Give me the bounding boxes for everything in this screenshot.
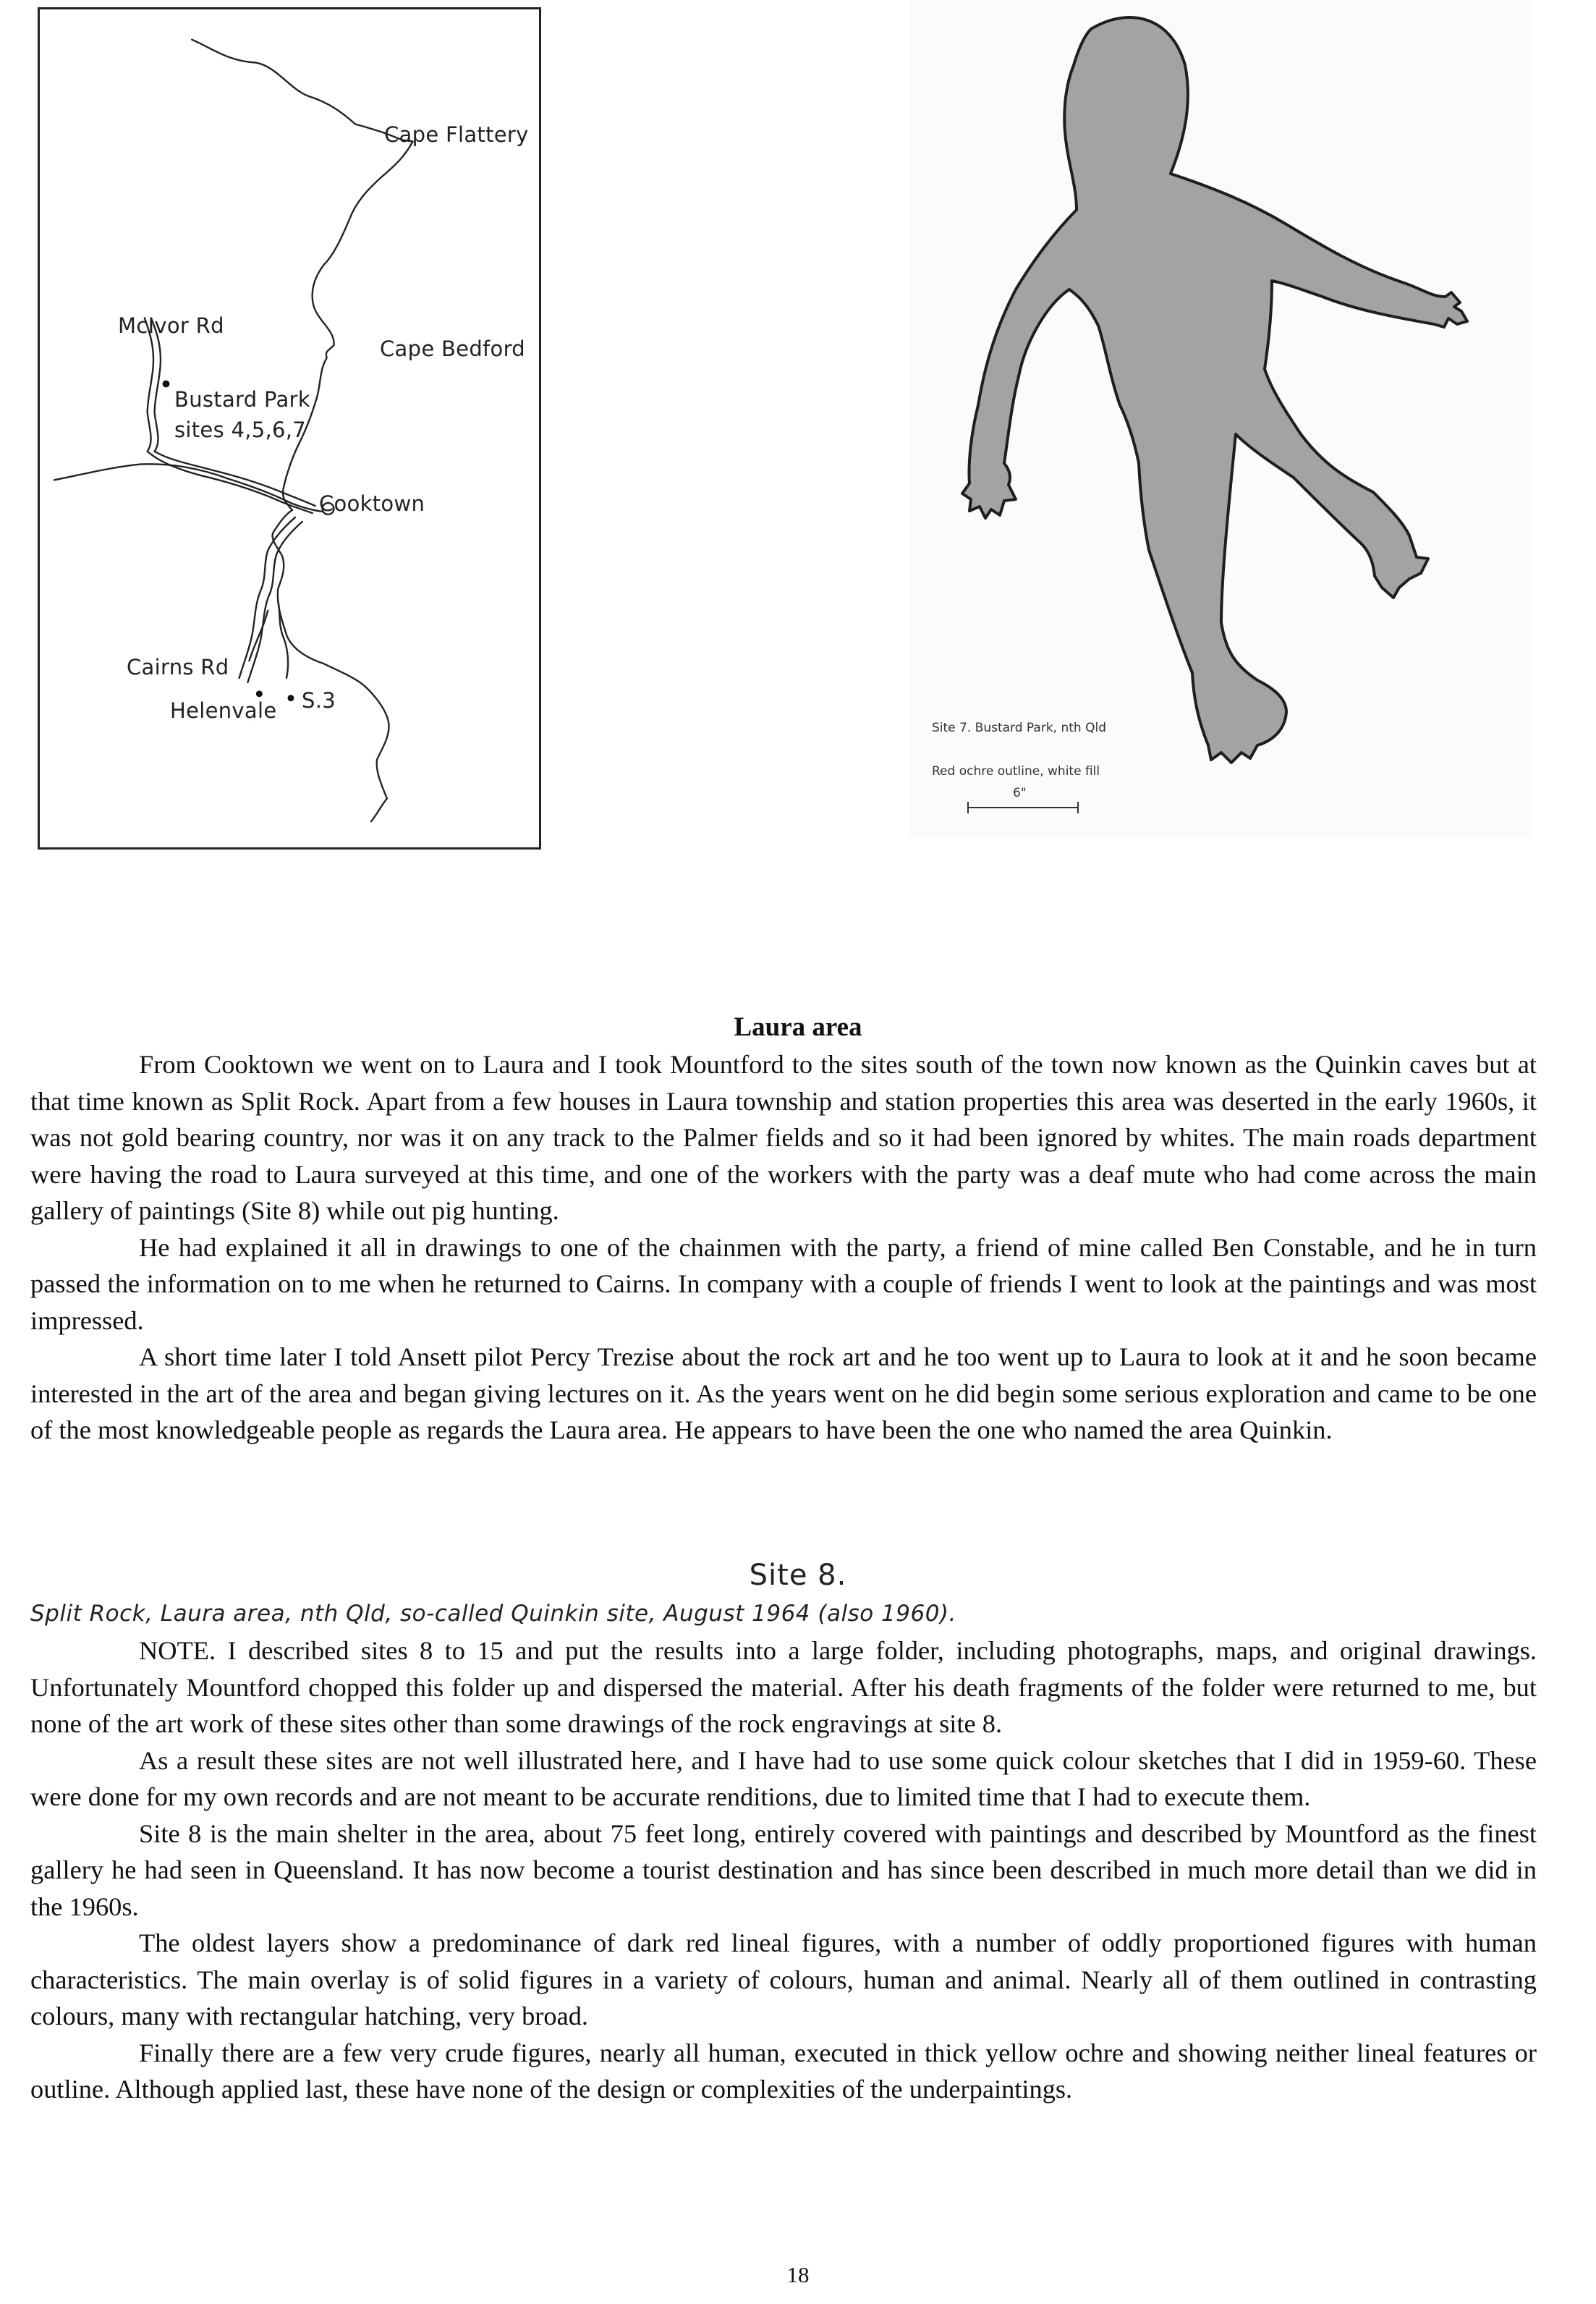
site8-paragraph-4: The oldest layers show a predominance of dark red lineal figures, with a number of oddly proportioned figures with human characteristics. The main overlay is of solid figures in a variety of colours, human and animal. Nearly all of them outlined in contrasting colours, many with rectangular hatching, very broad. (30, 1928, 1537, 2030)
map-label-cape-flattery: Cape Flattery (384, 122, 529, 147)
human-figure-drawing (910, 0, 1532, 838)
map-label-cooktown: Cooktown (319, 491, 425, 516)
map-label-s3: S.3 (302, 688, 336, 713)
laura-area-heading: Laura area (734, 1012, 862, 1042)
laura-paragraph-3: A short time later I told Ansett pilot Percy Trezise about the rock art and he too went up to Laura to look at it and he soon became interested in the art of the area and began giving lectures on it. As the years went on he did begin some serious exploration and came to be one of the most knowledgeable people as regards the Laura area. He appears to have been the one who named the area Quinkin. (30, 1342, 1537, 1444)
map-label-cairns-rd: Cairns Rd (127, 655, 229, 679)
figure-scale-label: 6" (1013, 786, 1027, 800)
laura-paragraph-2: He had explained it all in drawings to one of the chainmen with the party, a friend of mine called Ben Constable, and he in turn passed the information on to me when he returned to Cairns. In company with a couple of friends I went to look at the paintings and was most impressed. (30, 1232, 1537, 1335)
figure-silhouette (962, 17, 1467, 763)
page-number: 18 (786, 2262, 810, 2287)
mcivor-road (152, 319, 161, 451)
map-label-mcivor-rd: McIvor Rd (118, 313, 224, 338)
laura-area-body (30, 1046, 1537, 1449)
site8-paragraph-2: As a result these sites are not well illustrated here, and I have had to use some quick colour sketches that I did in 1959-60. These were done for my own records and are not meant to be accurate renditions, due to limited time that I had to execute them. (30, 1745, 1537, 1811)
site8-subtitle: Split Rock, Laura area, nth Qld, so-called Quinkin site, August 1964 (also 1960). (30, 1601, 956, 1627)
map-label-cape-bedford: Cape Bedford (380, 336, 526, 361)
figure-caption-description: Red ochre outline, white fill (932, 764, 1100, 779)
map-label-helenvale: Helenvale (170, 698, 277, 723)
map-label-bustard-park: Bustard Park (174, 387, 310, 412)
helenvale-dot (256, 690, 263, 697)
map-label-bustard-sites: sites 4,5,6,7 (174, 418, 307, 442)
site8-paragraph-3: Site 8 is the main shelter in the area, about 75 feet long, entirely covered with paintings and described by Mountford as the finest gallery he had seen in Queensland. It has now become a tourist destination and has since been described in much more detail than we did in the 1960s. (30, 1818, 1537, 1921)
laura-paragraph-1: From Cooktown we went on to Laura and I took Mountford to the sites south of the town now known as the Quinkin caves but at that time known as Split Rock. Apart from a few houses in Laura township and station properties this area was deserted in the early 1960s, it was not gold bearing country, nor was it on any track to the Palmer fields and so it had been ignored by whites. The main roads department were having the road to Laura surveyed at this time, and one of the workers with the party was a deaf mute who had come across the main gallery of paintings (Site 8) while out pig hunting. (30, 1050, 1537, 1225)
bustard-park-dot (163, 381, 170, 388)
rock-art-figure (910, 0, 1532, 838)
site8-paragraph-1: NOTE. I described sites 8 to 15 and put the results into a large folder, including photographs, maps, and original drawings. Unfortunately Mountford chopped this folder up and dispersed the material. After his death fragments of the folder were returned to me, but none of the art work of these sites other than some drawings of the rock engravings at site 8. (30, 1636, 1537, 1738)
site8-paragraph-5: Finally there are a few very crude figures, nearly all human, executed in thick yellow ochre and showing neither lineal features or outline. Although applied last, these have none of the design or complexities of the underpaintings. (30, 2038, 1537, 2104)
s3-dot (288, 695, 294, 701)
site8-body (30, 1632, 1537, 2108)
map-figure (38, 7, 541, 850)
figure-caption-title: Site 7. Bustard Park, nth Qld (932, 721, 1106, 735)
site8-heading: Site 8. (749, 1559, 847, 1592)
scale-bar (968, 802, 1078, 813)
